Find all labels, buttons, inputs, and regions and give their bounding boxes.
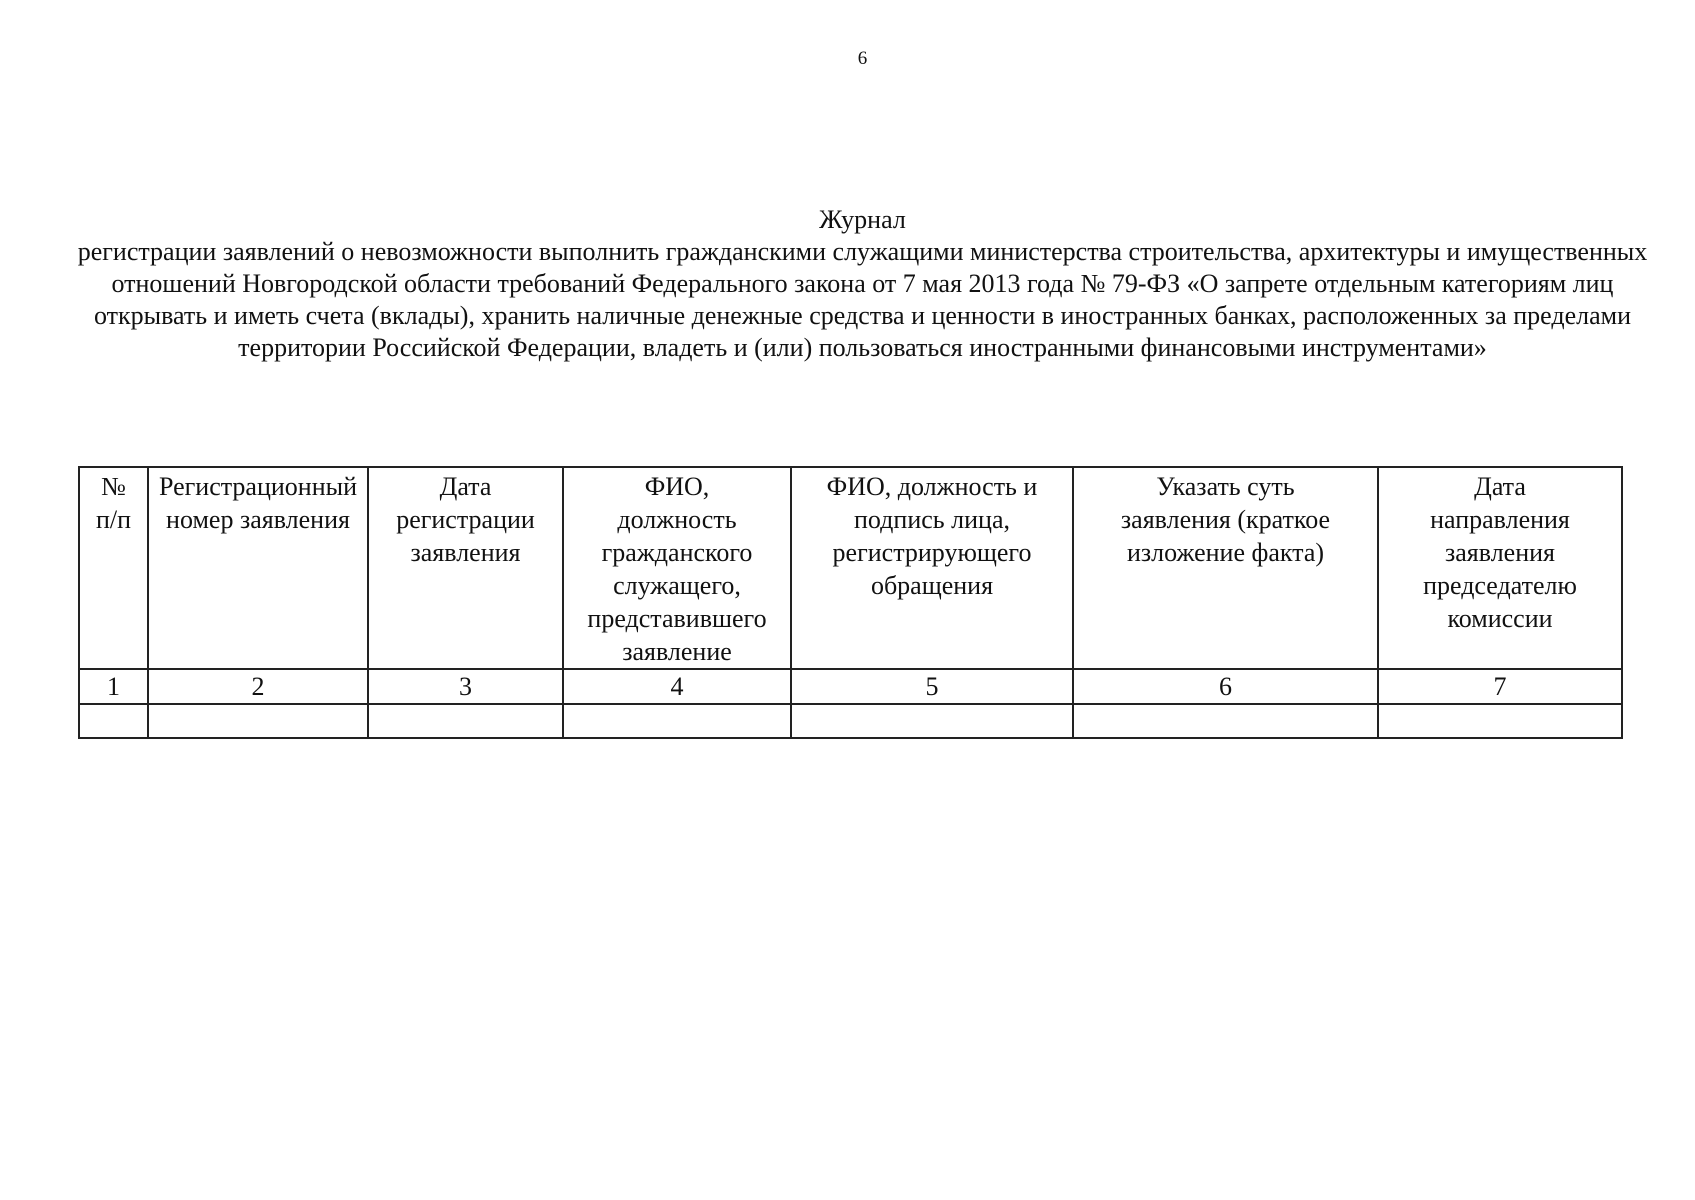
header-text-registrar: ФИО, должность и подпись лица, регистрирующего обращения: [826, 472, 1038, 600]
header-text-registration-number: Регистрационный номер заявления: [158, 472, 358, 534]
table-header-row: [79, 467, 1622, 669]
column-number-cell: 6: [1073, 669, 1378, 704]
column-number-cell: 4: [563, 669, 791, 704]
table-cell: [148, 704, 368, 738]
column-number-cell: 1: [79, 669, 148, 704]
column-number-cell: 2: [148, 669, 368, 704]
header-text-employee: ФИО, должность гражданского служащего, представившего заявление: [587, 472, 767, 666]
table-header-cell: [1073, 467, 1378, 669]
document-title: Журнал: [819, 205, 906, 234]
table-cell: [1378, 704, 1622, 738]
header-text-summary: Указать суть заявления (краткое изложение факта): [1120, 472, 1331, 567]
table-cell: [563, 704, 791, 738]
table-cell: [791, 704, 1073, 738]
column-number-cell: 5: [791, 669, 1073, 704]
table-header-cell: [791, 467, 1073, 669]
table-header-cell: [148, 467, 368, 669]
column-number-row: [79, 669, 1622, 704]
table-cell: [1073, 704, 1378, 738]
table-cell: [368, 704, 563, 738]
table-header-cell: [368, 467, 563, 669]
table-row: [79, 704, 1622, 738]
table-cell: [79, 704, 148, 738]
document-subtitle: регистрации заявлений о невозможности выполнить гражданскими служащими министерства строительства, архитектуры и имущественных отношений Новгородской области требований Федерального закона от 7 мая 2013 года № 79-ФЗ «О запрете отдельным категориям лиц открывать и иметь счета (вклады), хранить наличные денежные средства и ценности в иностранных банках, расположенных за пределами территории Российской Федерации, владеть и (или) пользоваться иностранными финансовыми инструментами»: [77, 237, 1648, 362]
table-header-cell: [79, 467, 148, 669]
header-text-registration-date: Дата регистрации заявления: [396, 472, 535, 567]
header-text-number: № п/п: [95, 472, 132, 534]
column-number-cell: 3: [368, 669, 563, 704]
journal-table: [78, 466, 1623, 739]
header-text-referral-date: Дата направления заявления председателю комиссии: [1423, 472, 1577, 633]
table-header-cell: [563, 467, 791, 669]
table-header-cell: [1378, 467, 1622, 669]
page-number: 6: [857, 48, 868, 69]
column-number-cell: 7: [1378, 669, 1622, 704]
